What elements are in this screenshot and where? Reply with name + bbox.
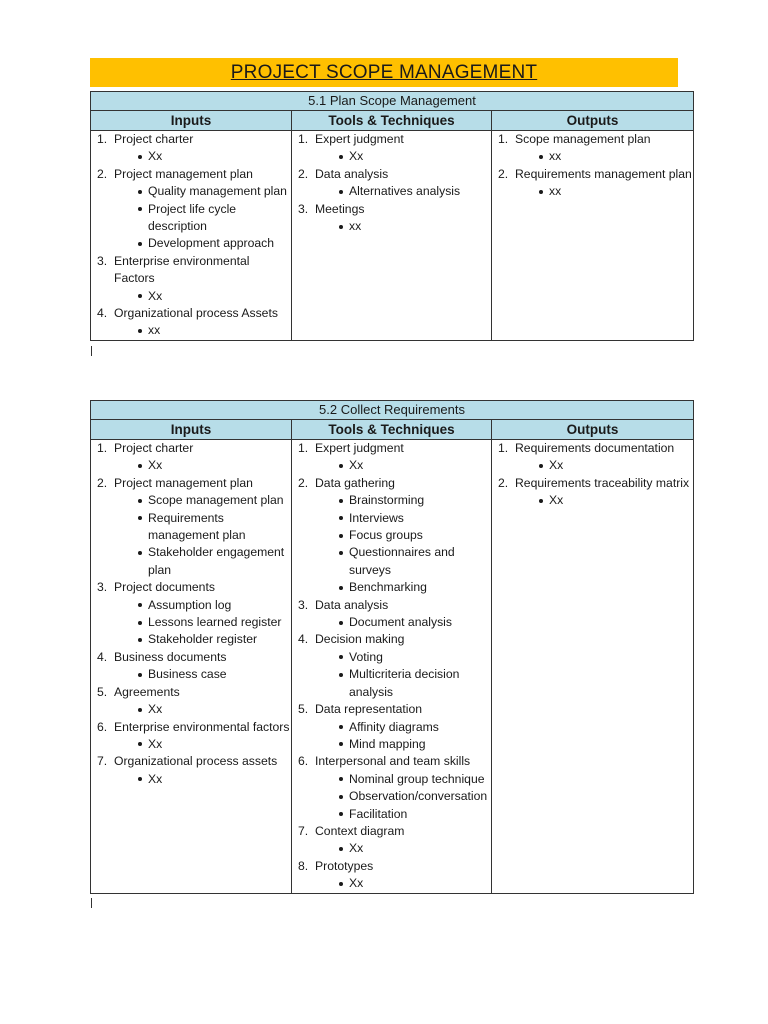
sub-list	[315, 183, 491, 200]
list-item-number: 2.	[97, 166, 108, 181]
outputs-cell	[492, 131, 694, 341]
list-item-text: Project charter	[114, 132, 194, 146]
bullet-item: Facilitation	[315, 806, 491, 823]
list-item	[91, 131, 291, 166]
sub-list	[315, 649, 491, 701]
sub-list	[315, 840, 491, 857]
list-item-number: 2.	[498, 166, 509, 181]
sub-list	[315, 719, 491, 754]
list-item-text: Organizational process Assets	[114, 306, 278, 321]
list-item	[492, 131, 693, 166]
bullet-item: Xx	[315, 148, 491, 165]
column-header-inputs: Inputs	[91, 420, 292, 440]
list-item	[292, 440, 491, 475]
list-item	[292, 631, 491, 701]
list-item	[292, 475, 491, 597]
bullet-item: Development approach	[114, 235, 291, 252]
list-item-number: 1.	[498, 132, 509, 146]
list-item-number: 4.	[298, 632, 309, 647]
list-item-text: Scope management plan	[515, 132, 651, 146]
list-item-text: Organizational process assets	[114, 754, 278, 769]
bullet-item: Xx	[315, 457, 491, 474]
list-item	[91, 684, 291, 719]
list-item-text: Business documents	[114, 649, 227, 664]
list-item-text: Project charter	[114, 441, 194, 455]
list-item	[292, 858, 491, 893]
list-item-text: Context diagram	[315, 823, 405, 838]
sub-list	[114, 597, 291, 649]
list-item-text: Requirements management plan	[515, 166, 692, 181]
table-title: 5.1 Plan Scope Management	[91, 92, 694, 111]
sub-list	[515, 457, 693, 474]
list-item	[292, 201, 491, 236]
list-item	[91, 719, 291, 754]
outputs-cell	[492, 440, 694, 894]
bullet-item: Requirements management plan	[114, 510, 291, 545]
bullet-item: Focus groups	[315, 527, 491, 544]
list-item-text: Project management plan	[114, 166, 253, 181]
bullet-item: Lessons learned register	[114, 614, 291, 631]
page-title-banner	[90, 58, 678, 87]
sub-list	[315, 614, 491, 631]
bullet-item: Business case	[114, 666, 291, 683]
list-item-text: Expert judgment	[315, 132, 404, 146]
sub-list	[315, 492, 491, 596]
list-item-number: 2.	[498, 475, 509, 490]
sub-list	[315, 218, 491, 235]
bullet-item: xx	[515, 183, 693, 200]
list-item-text: Prototypes	[315, 858, 374, 873]
column-header-tools: Tools & Techniques	[292, 111, 492, 131]
list-item-text: Agreements	[114, 684, 180, 699]
list-item-number: 1.	[97, 132, 108, 146]
list-item-text: Data analysis	[315, 597, 389, 612]
list-item-number: 6.	[97, 719, 108, 734]
bullet-item: Voting	[315, 649, 491, 666]
bullet-item: Document analysis	[315, 614, 491, 631]
sub-list	[114, 288, 291, 305]
list-item-text: Meetings	[315, 201, 365, 216]
bullet-item: Assumption log	[114, 597, 291, 614]
list-item	[292, 701, 491, 753]
sub-list	[114, 183, 291, 253]
sub-list	[515, 492, 693, 509]
table-title: 5.2 Collect Requirements	[91, 401, 694, 420]
sub-list	[114, 322, 291, 339]
bullet-item: Nominal group technique	[315, 771, 491, 788]
bullet-item: Interviews	[315, 510, 491, 527]
list-item-number: 8.	[298, 858, 309, 873]
bullet-item: Xx	[114, 288, 291, 305]
collect-requirements-table	[90, 400, 694, 894]
bullet-item: Multicriteria decision analysis	[315, 666, 491, 701]
list-item-number: 3.	[298, 597, 309, 612]
list-item-text: Decision making	[315, 632, 405, 647]
list-item-number: 1.	[97, 441, 108, 455]
inputs-cell	[91, 131, 292, 341]
list-item-number: 5.	[298, 702, 309, 717]
bullet-item: Xx	[114, 771, 291, 788]
bullet-item: Questionnaires and surveys	[315, 544, 491, 579]
list-item-text: Data gathering	[315, 475, 395, 490]
list-item	[91, 649, 291, 684]
tools-cell	[292, 440, 492, 894]
bullet-item: Alternatives analysis	[315, 183, 491, 200]
bullet-item: Project life cycle description	[114, 201, 291, 236]
list-item	[91, 579, 291, 649]
list-item-text: Enterprise environmental Factors	[114, 253, 250, 286]
plan-scope-management-table	[90, 91, 694, 341]
list-item	[91, 753, 291, 788]
list-item	[91, 166, 291, 253]
sub-list	[515, 183, 693, 200]
column-header-outputs: Outputs	[492, 111, 694, 131]
list-item-text: Project documents	[114, 580, 215, 595]
list-item	[292, 597, 491, 632]
bullet-item: xx	[315, 218, 491, 235]
bullet-item: Affinity diagrams	[315, 719, 491, 736]
list-item-text: Data analysis	[315, 166, 389, 181]
list-item-number: 3.	[97, 253, 108, 268]
sub-list	[114, 492, 291, 579]
sub-list	[114, 771, 291, 788]
page-title: PROJECT SCOPE MANAGEMENT	[230, 61, 538, 83]
list-item-text: Requirements traceability matrix	[515, 475, 690, 490]
bullet-item: Xx	[114, 457, 291, 474]
tools-cell	[292, 131, 492, 341]
sub-list	[114, 701, 291, 718]
sub-list	[114, 457, 291, 474]
list-item-number: 1.	[298, 132, 309, 146]
column-header-inputs: Inputs	[91, 111, 292, 131]
bullet-item: Xx	[515, 457, 693, 474]
list-item	[292, 131, 491, 166]
bullet-item: Benchmarking	[315, 579, 491, 596]
list-item	[292, 753, 491, 823]
list-item-number: 6.	[298, 754, 309, 769]
list-item-number: 5.	[97, 684, 108, 699]
bullet-item: Xx	[315, 875, 491, 892]
bullet-item: Scope management plan	[114, 492, 291, 509]
list-item-text: Requirements documentation	[515, 441, 675, 455]
bullet-item: Brainstorming	[315, 492, 491, 509]
list-item-text: Expert judgment	[315, 441, 404, 455]
list-item	[492, 440, 693, 475]
list-item-number: 7.	[97, 754, 108, 769]
list-item-number: 2.	[97, 475, 108, 490]
bullet-item: Xx	[114, 148, 291, 165]
sub-list	[315, 148, 491, 165]
column-header-outputs: Outputs	[492, 420, 694, 440]
list-item-number: 7.	[298, 823, 309, 838]
list-item	[292, 823, 491, 858]
list-item-number: 4.	[97, 649, 108, 664]
column-header-tools: Tools & Techniques	[292, 420, 492, 440]
list-item	[91, 253, 291, 305]
bullet-item: Xx	[114, 701, 291, 718]
bullet-item: xx	[515, 148, 693, 165]
bullet-item: Xx	[515, 492, 693, 509]
list-item-number: 4.	[97, 306, 108, 321]
list-item	[292, 166, 491, 201]
text-cursor	[91, 898, 92, 908]
list-item-number: 2.	[298, 475, 309, 490]
sub-list	[114, 736, 291, 753]
sub-list	[114, 148, 291, 165]
list-item-number: 1.	[498, 441, 509, 455]
inputs-cell	[91, 440, 292, 894]
text-cursor	[91, 346, 92, 356]
list-item-number: 3.	[298, 201, 309, 216]
sub-list	[315, 457, 491, 474]
bullet-item: Stakeholder engagement plan	[114, 544, 291, 579]
list-item-text: Data representation	[315, 702, 423, 717]
list-item-number: 1.	[298, 441, 309, 455]
bullet-item: Stakeholder register	[114, 631, 291, 648]
list-item-text: Interpersonal and team skills	[315, 754, 471, 769]
sub-list	[114, 666, 291, 683]
sub-list	[315, 771, 491, 823]
sub-list	[315, 875, 491, 892]
bullet-item: Quality management plan	[114, 183, 291, 200]
list-item-number: 3.	[97, 580, 108, 595]
bullet-item: Xx	[315, 840, 491, 857]
list-item-text: Project management plan	[114, 475, 253, 490]
list-item	[91, 305, 291, 340]
sub-list	[515, 148, 693, 165]
list-item	[91, 440, 291, 475]
bullet-item: Observation/conversation	[315, 788, 491, 805]
bullet-item: Xx	[114, 736, 291, 753]
list-item-number: 2.	[298, 166, 309, 181]
bullet-item: xx	[114, 322, 291, 339]
list-item	[91, 475, 291, 579]
bullet-item: Mind mapping	[315, 736, 491, 753]
list-item	[492, 475, 693, 510]
list-item	[492, 166, 693, 201]
list-item-text: Enterprise environmental factors	[114, 719, 290, 734]
